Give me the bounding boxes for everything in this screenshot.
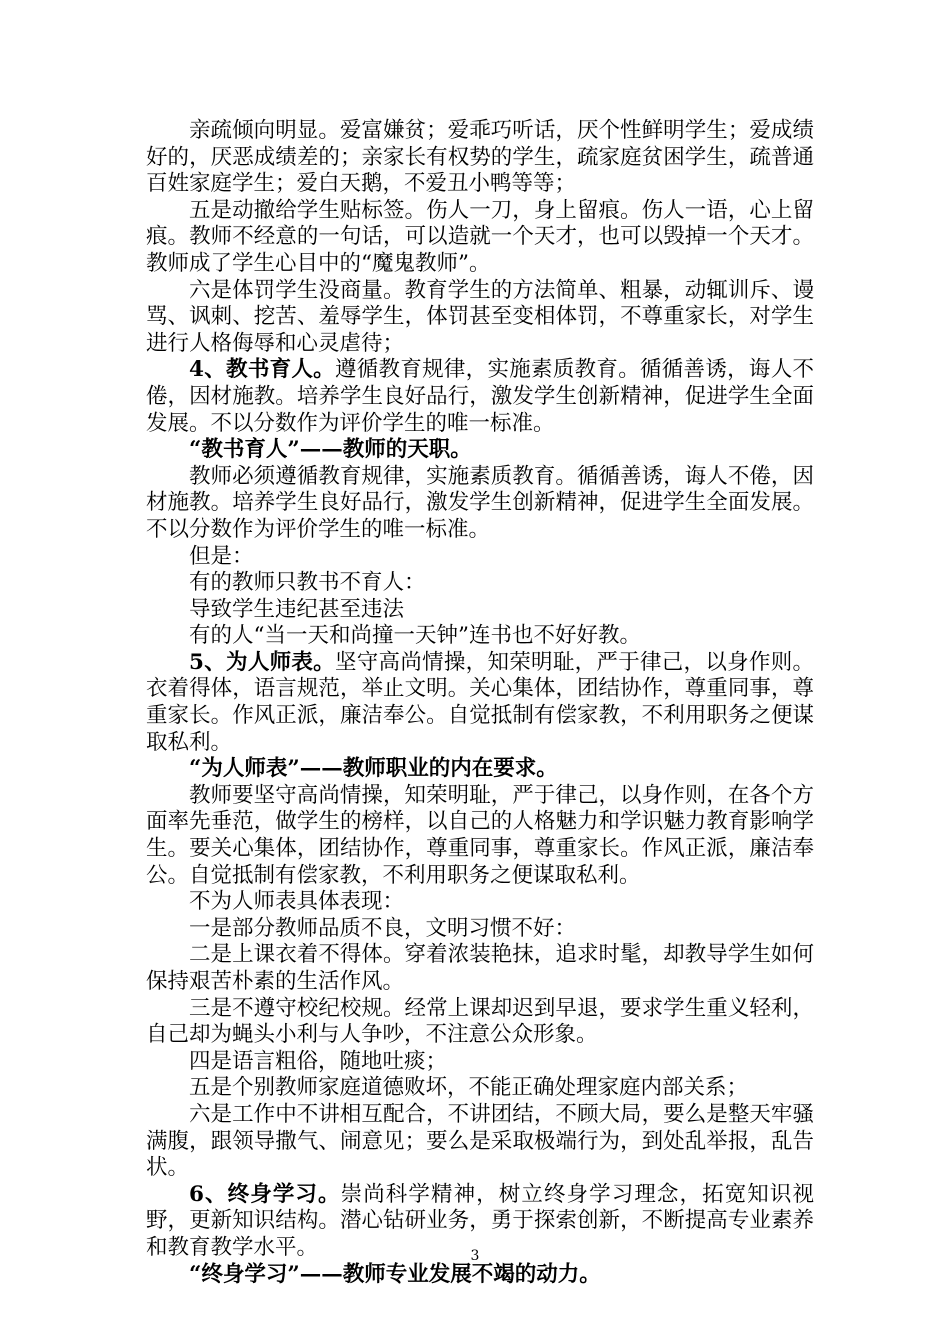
paragraph (146, 889, 814, 916)
paragraph (146, 198, 814, 278)
paragraph-text: 四是语言粗俗，随地吐痰； (189, 1048, 448, 1074)
paragraph-text: 但是： (189, 543, 254, 569)
page-number: 3 (470, 1248, 480, 1264)
paragraph-text: 亲疏倾向明显。爱富嫌贫；爱乖巧听话，厌个性鲜明学生；爱成绩好的，厌恶成绩差的；亲家长有权势的学生，疏家庭贫困学生，疏普通百姓家庭学生；爱白天鹅，不爱丑小鸭等等； (146, 118, 814, 197)
subheading-text: “终身学习”——教师专业发展不竭的动力。 (189, 1261, 601, 1287)
paragraph (146, 1049, 814, 1076)
subheading-text: “为人师表”——教师职业的内在要求。 (189, 756, 558, 782)
subheading (146, 1262, 814, 1289)
paragraph-text: 导致学生违纪甚至违法 (189, 596, 405, 622)
paragraph (146, 942, 814, 995)
paragraph-text: 有的教师只教书不育人： (189, 570, 426, 596)
subheading (146, 437, 814, 464)
paragraph-text: 不为人师表具体表现： (189, 889, 405, 915)
paragraph-text: 三是不遵守校纪校规。经常上课却迟到早退，要求学生重义轻利，自己却为蝇头小利与人争吵，不注意公众形象。 (146, 995, 814, 1048)
paragraph-text: 崇尚科学精神，树立终身学习理念，拓宽知识视野，更新知识结构。潜心钻研业务，勇于探索创新，不断提高专业素养和教育教学水平。 (146, 1181, 814, 1260)
paragraph (146, 1075, 814, 1102)
subheading (146, 756, 814, 783)
paragraph (146, 1102, 814, 1182)
subheading-text: “教书育人”——教师的天职。 (189, 437, 472, 463)
paragraph-text: 六是工作中不讲相互配合，不讲团结，不顾大局，要么是整天牢骚满腹，跟领导撒气、闹意见；要么是采取极端行为，到处乱举报，乱告状。 (146, 1101, 814, 1181)
section-heading: 5、为人师表。 (189, 649, 335, 675)
paragraph-text: 六是体罚学生没商量。教育学生的方法简单、粗暴，动辄训斥、谩骂、讽刺、挖苦、羞辱学生，体罚甚至变相体罚，不尊重家长，对学生进行人格侮辱和心灵虐待； (146, 277, 814, 356)
section-heading: 6、终身学习。 (189, 1181, 341, 1207)
paragraph-text: 坚守高尚情操，知荣明耻，严于律己，以身作则。衣着得体，语言规范，举止文明。关心集体，团结协作，尊重同事，尊重家长。作风正派，廉洁奉公。自觉抵制有偿家教，不利用职务之便谋取私利。 (146, 649, 814, 755)
paragraph-text: 一是部分教师品质不良，文明习惯不好： (189, 915, 577, 941)
paragraph (146, 464, 814, 544)
paragraph (146, 650, 814, 756)
paragraph-text: 教师必须遵循教育规律，实施素质教育。循循善诱，诲人不倦，因材施教。培养学生良好品行，激发学生创新精神，促进学生全面发展。不以分数作为评价学生的唯一标准。 (146, 463, 814, 542)
section-heading: 4、教书育人。 (189, 357, 335, 383)
paragraph-text: 二是上课衣着不得体。穿着浓装艳抹，追求时髦，却教导学生如何保持艰苦朴素的生活作风。 (146, 942, 814, 994)
paragraph-text: 五是动撤给学生贴标签。伤人一刀，身上留痕。伤人一语，心上留痕。教师不经意的一句话，可以造就一个天才，也可以毁掉一个天才。教师成了学生心目中的“魔鬼教师”。 (146, 197, 814, 276)
paragraph-text: 教师要坚守高尚情操，知荣明耻，严于律己，以身作则，在各个方面率先垂范，做学生的榜样，以自己的人格魅力和学识魅力教育影响学生。要关心集体，团结协作，尊重同事，尊重家长。作风正派，廉洁奉公。自觉抵制有偿家教，不利用职务之便谋取私利。 (146, 782, 814, 888)
paragraph (146, 544, 814, 571)
document-body (146, 118, 814, 1288)
paragraph (146, 570, 814, 597)
paragraph (146, 623, 814, 650)
paragraph-text: 遵循教育规律，实施素质教育。循循善诱，诲人不倦，因材施教。培养学生良好品行，激发学生创新精神，促进学生全面发展。不以分数作为评价学生的唯一标准。 (146, 357, 814, 436)
paragraph (146, 278, 814, 358)
paragraph-text: 有的人“当一天和尚撞一天钟”连书也不好好教。 (189, 623, 641, 649)
paragraph (146, 783, 814, 889)
paragraph (146, 916, 814, 943)
paragraph (146, 118, 814, 198)
paragraph-text: 五是个别教师家庭道德败坏，不能正确处理家庭内部关系； (189, 1075, 749, 1101)
paragraph (146, 597, 814, 624)
paragraph (146, 996, 814, 1049)
paragraph (146, 357, 814, 437)
